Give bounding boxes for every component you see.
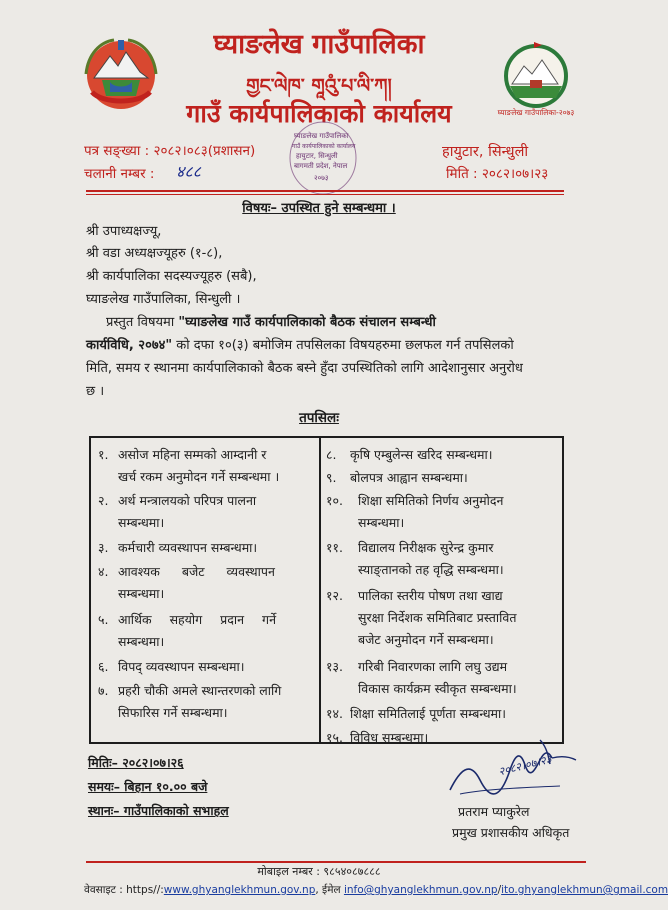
agenda-item-text: सम्बन्धमा। xyxy=(118,515,165,530)
agenda-item-text: अर्थ मन्त्रालयको परिपत्र पालना xyxy=(118,493,257,508)
agenda-item xyxy=(326,537,558,581)
agenda-item-text: विविध सम्बन्धमा। xyxy=(350,730,429,745)
right-logo-caption: घ्याङलेख गाउँपालिका-२०७३ xyxy=(497,108,575,117)
agenda-item xyxy=(98,609,318,653)
agenda-item xyxy=(98,490,318,534)
agenda-item-text: विपद् व्यवस्थापन सम्बन्धमा। xyxy=(118,659,245,674)
agenda-item-number: १. xyxy=(98,447,109,462)
letter-number: पत्र सङ्ख्या : २०८२।०८३(प्रशासन) xyxy=(84,143,256,159)
agenda-item-text: विकास कार्यक्रम स्वीकृत सम्बन्धमा। xyxy=(358,681,517,696)
recipient-line: घ्याङलेख गाउँपालिका, सिन्धुली । xyxy=(86,292,241,307)
recipient-line: श्री कार्यपालिका सदस्यज्यूहरु (सबै), xyxy=(86,269,257,284)
header-divider xyxy=(86,190,564,192)
agenda-item-text: आवश्यक बजेट व्यवस्थापन xyxy=(118,564,275,579)
body-line-4: छ । xyxy=(86,384,105,399)
recipient-line: श्री वडा अध्यक्षज्यूहरु (१-८), xyxy=(86,246,223,261)
agenda-item-number: ५. xyxy=(98,612,109,627)
agenda-item-number: १४. xyxy=(326,706,343,721)
body-line-1 xyxy=(106,312,436,333)
agenda-item xyxy=(98,561,318,605)
signatory-title: प्रमुख प्रशासकीय अधिकृत xyxy=(452,825,570,840)
agenda-item-text: सम्बन्धमा। xyxy=(358,515,405,530)
agenda-item xyxy=(326,703,558,725)
body-line-3: मिति, समय र स्थानमा कार्यपालिकाको बैठक बस्ने हुँदा उपस्थितिको लागि आदेशानुसार अनुरोध xyxy=(86,361,523,376)
website-link[interactable]: www.ghyanglekhmun.gov.np xyxy=(163,884,316,896)
stamp-line: २०७३ xyxy=(314,174,329,182)
subject-line: विषयः– उपस्थित हुने सम्बन्धमा । xyxy=(242,201,396,216)
agenda-item xyxy=(326,585,558,651)
agenda-item-number: ४. xyxy=(98,564,109,579)
signature xyxy=(440,730,590,810)
agenda-item-text: बजेट अनुमोदन गर्ने सम्बन्धमा। xyxy=(358,632,494,647)
body-text: प्रस्तुत विषयमा xyxy=(106,315,179,330)
agenda-item-text: पालिका स्तरीय पोषण तथा खाद्य xyxy=(358,588,503,603)
footer-contact xyxy=(84,883,668,897)
agenda-item xyxy=(98,537,318,559)
agenda-item xyxy=(98,680,318,724)
office-name: गाउँ कार्यपालिकाको कार्यालय xyxy=(186,99,452,128)
agenda-item xyxy=(326,444,558,466)
agenda-item xyxy=(98,656,318,678)
agenda-item xyxy=(326,490,558,534)
municipality-name-tibetan: གྱང་ལེཁ་ གཱའུཾ་པ་ལི་ཀ། xyxy=(246,75,392,97)
email-separator: / xyxy=(497,884,502,896)
meeting-time: समयः– बिहान १०.०० बजे xyxy=(88,779,208,794)
agenda-item-text: आर्थिक सहयोग प्रदान गर्ने xyxy=(118,612,277,627)
agenda-item-text: शिक्षा समितिलाई पूर्णता सम्बन्धमा। xyxy=(350,706,506,721)
meeting-date: मितिः– २०८२।०७।२६ xyxy=(88,755,184,770)
agenda-item-number: ३. xyxy=(98,540,109,555)
website-label: वेवसाइट : https//: xyxy=(84,884,164,896)
signatory-name: प्रतराम प्याकुरेल xyxy=(458,804,530,819)
issue-date: मिति : २०८२।०७।२३ xyxy=(446,166,549,182)
agenda-divider xyxy=(319,436,321,742)
agenda-item-number: १५. xyxy=(326,730,343,745)
stamp-line: हायुटार, सिन्धुली xyxy=(296,152,338,160)
email-label: , ईमेल xyxy=(315,884,344,896)
header-divider xyxy=(86,194,564,195)
dispatch-number-label: चलानी नम्बर : xyxy=(84,166,155,182)
agenda-item-text: असोज महिना सम्मको आम्दानी र xyxy=(118,447,267,462)
meeting-venue: स्थानः– गाउँपालिकाको सभाहल xyxy=(88,803,229,818)
agenda-item-number: १३. xyxy=(326,659,343,674)
dispatch-number-value: ४८८ xyxy=(176,162,201,181)
agenda-item-text: प्रहरी चौकी अमले स्थान्तरणको लागि xyxy=(118,683,282,698)
footer-mobile: मोबाइल नम्बर : ९८५४०८७८८८ xyxy=(257,865,381,878)
agenda-item-number: ९. xyxy=(326,470,337,485)
place: हायुटार, सिन्धुली xyxy=(442,144,529,160)
body-bold-text: कार्यविधि, २०७४" xyxy=(86,338,173,353)
agenda-item-number: ११. xyxy=(326,540,343,555)
footer-divider xyxy=(86,861,586,863)
agenda-item-text: खर्च रकम अनुमोदन गर्ने सम्बन्धमा । xyxy=(118,469,280,484)
office-stamp xyxy=(288,120,358,196)
agenda-item-number: १०. xyxy=(326,493,343,508)
agenda-item xyxy=(326,656,558,700)
agenda-item-text: स्याङ्तानको तह वृद्धि सम्बन्धमा। xyxy=(358,562,504,577)
email-link[interactable]: info@ghyanglekhmun.gov.np xyxy=(343,884,498,896)
agenda-item-number: २. xyxy=(98,493,109,508)
agenda-item-text: विद्यालय निरीक्षक सुरेन्द्र कुमार xyxy=(358,540,494,555)
agenda-item-text: सम्बन्धमा। xyxy=(118,586,165,601)
stamp-line: बागमती प्रदेश, नेपाल xyxy=(294,162,348,170)
body-text: को दफा १०(३) बमोजिम तपसिलका विषयहरुमा छलफल गर्न तपसिलको xyxy=(172,338,514,353)
agenda-item-number: १२. xyxy=(326,588,343,603)
agenda-heading: तपसिलः xyxy=(299,410,339,426)
agenda-item-text: सम्बन्धमा। xyxy=(118,634,165,649)
email-link[interactable]: ito.ghyanglekhmun@gmail.com xyxy=(501,884,668,896)
agenda-item xyxy=(98,444,318,488)
agenda-item-text: बोलपत्र आह्वान सम्बन्धमा। xyxy=(350,470,468,485)
agenda-item-number: ७. xyxy=(98,683,109,698)
agenda-item xyxy=(326,467,558,489)
agenda-item-text: कृषि एम्बुलेन्स खरिद सम्बन्धमा। xyxy=(350,447,493,462)
agenda-item-text: कर्मचारी व्यवस्थापन सम्बन्धमा। xyxy=(118,540,258,555)
agenda-item-text: गरिबी निवारणका लागि लघु उद्यम xyxy=(358,659,508,674)
agenda-item-number: ६. xyxy=(98,659,109,674)
body-bold-text: "घ्याङलेख गाउँ कार्यपालिकाको बैठक संचालन सम्बन्धी xyxy=(178,315,436,330)
stamp-line: गाउँ कार्यपालिकाको कार्यालय xyxy=(292,143,356,150)
recipient-line: श्री उपाध्यक्षज्यू, xyxy=(86,224,162,239)
agenda-item-number: ८. xyxy=(326,447,337,462)
body-line-2 xyxy=(86,335,514,356)
agenda-item-text: शिक्षा समितिको निर्णय अनुमोदन xyxy=(358,493,504,508)
agenda-item-text: सुरक्षा निर्देशक समितिबाट प्रस्तावित xyxy=(358,610,517,625)
signature-date: २०८२।०७।२३ xyxy=(497,752,553,779)
agenda-item-text: सिफारिस गर्ने सम्बन्धमा। xyxy=(118,705,228,720)
stamp-line: घ्याङलेख गाउँपालिका xyxy=(294,132,349,140)
municipality-name: घ्याङलेख गाउँपालिका xyxy=(213,29,425,60)
